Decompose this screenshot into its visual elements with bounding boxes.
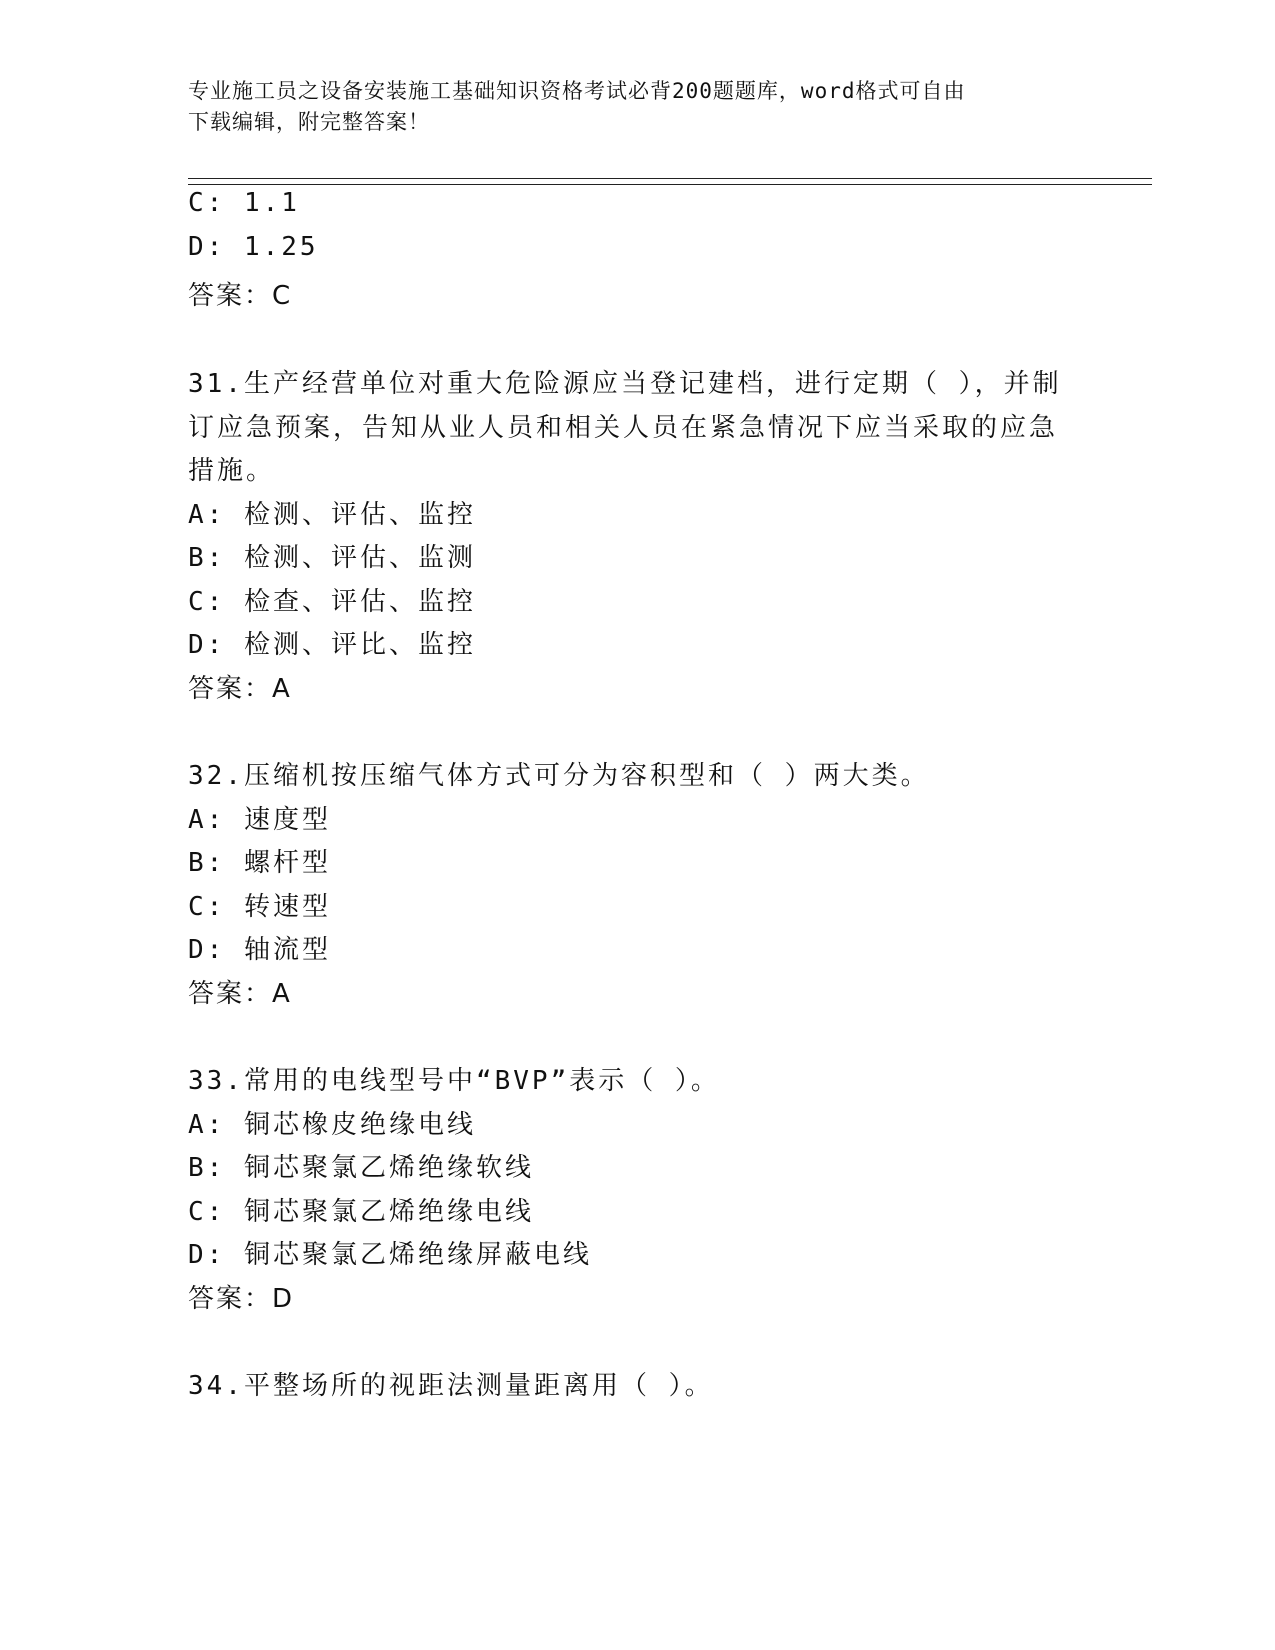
q31-text-line-2: 订应急预案，告知从业人员和相关人员在紧急情况下应当采取的应急 xyxy=(188,413,1059,443)
q31-option-b: B: 检测、评估、监测 xyxy=(188,543,476,573)
q32-option-a: A: 速度型 xyxy=(188,805,331,835)
q31-option-d: D: 检测、评比、监控 xyxy=(188,630,476,660)
q33-option-d: D: 铜芯聚氯乙烯绝缘屏蔽电线 xyxy=(188,1240,592,1270)
q31-option-c: C: 检查、评估、监控 xyxy=(188,587,476,617)
q32-answer: 答案：A xyxy=(188,979,292,1009)
q31-text-line-3: 措施。 xyxy=(188,456,276,486)
q33-option-c: C: 铜芯聚氯乙烯绝缘电线 xyxy=(188,1197,534,1227)
document-header xyxy=(188,76,1088,138)
q31-text-line-1: 31.生产经营单位对重大危险源应当登记建档，进行定期（ ），并制 xyxy=(188,369,1062,399)
q33-answer: 答案：D xyxy=(188,1284,295,1314)
prev-answer: 答案：C xyxy=(188,281,293,311)
q32-text-line-1: 32.压缩机按压缩气体方式可分为容积型和（ ）两大类。 xyxy=(188,761,930,791)
q31-answer: 答案：A xyxy=(188,674,292,704)
header-title-line-2: 下载编辑，附完整答案！ xyxy=(188,110,430,134)
prev-option-d: D: 1.25 xyxy=(188,232,319,262)
q32-option-c: C: 转速型 xyxy=(188,892,331,922)
q33-text-line-1: 33.常用的电线型号中“BVP”表示（ ）。 xyxy=(188,1066,720,1096)
q33-option-b: B: 铜芯聚氯乙烯绝缘软线 xyxy=(188,1153,534,1183)
q34-text-line-1: 34.平整场所的视距法测量距离用（ ）。 xyxy=(188,1371,714,1401)
q33-option-a: A: 铜芯橡皮绝缘电线 xyxy=(188,1110,476,1140)
header-title-line-1: 专业施工员之设备安装施工基础知识资格考试必背200题题库，word格式可自由 xyxy=(188,79,966,103)
prev-option-c: C: 1.1 xyxy=(188,188,300,218)
q32-option-b: B: 螺杆型 xyxy=(188,848,331,878)
q32-option-d: D: 轴流型 xyxy=(188,935,331,965)
header-divider-bottom xyxy=(188,184,1152,185)
header-divider-top xyxy=(188,178,1152,179)
q31-option-a: A: 检测、评估、监控 xyxy=(188,500,476,530)
